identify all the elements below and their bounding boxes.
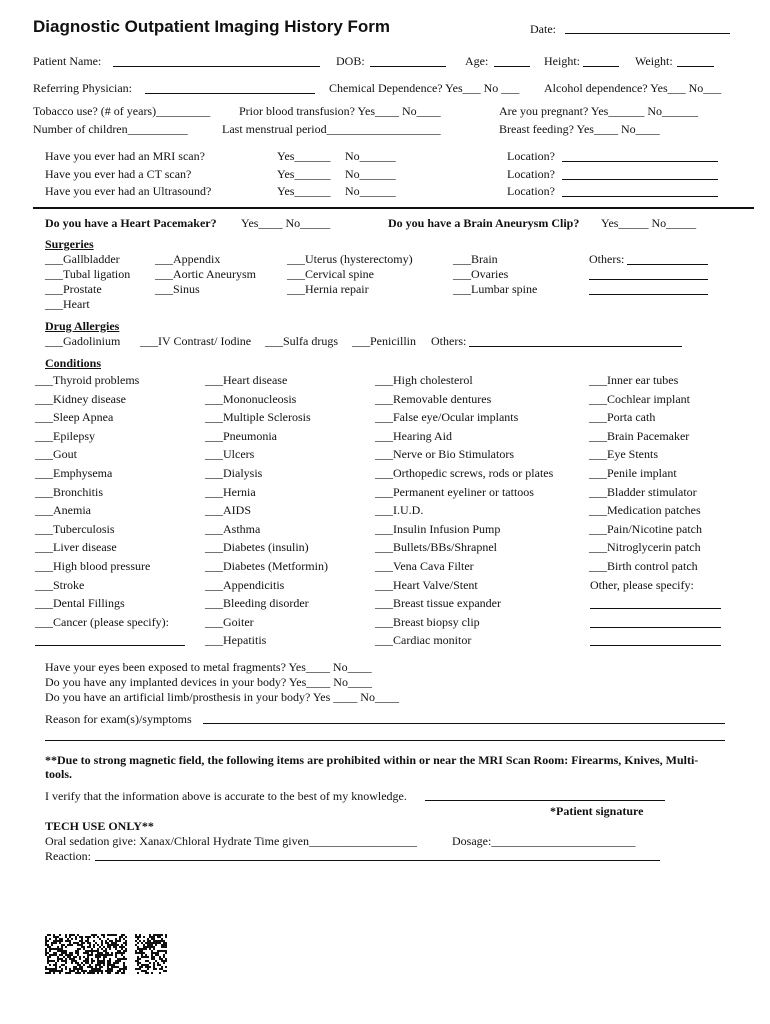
reason-field[interactable] (203, 723, 725, 724)
magnetic-warning: **Due to strong magnetic field, the following items are prohibited within or near the MRI Scan Room: Firearms, Knives, Multi- (45, 753, 699, 767)
pacemaker-question: Do you have a Heart Pacemaker? (45, 216, 217, 230)
drug-allergies-heading: Drug Allergies (45, 319, 120, 333)
condition-item[interactable]: ___Nerve or Bio Stimulators (375, 447, 514, 461)
condition-item[interactable]: ___Removable dentures (375, 392, 492, 406)
surgery-item[interactable]: ___Sinus (155, 282, 200, 296)
surgery-item[interactable]: ___Heart (45, 297, 90, 311)
surgery-item[interactable]: ___Gallbladder (45, 252, 120, 266)
condition-item[interactable]: ___Breast biopsy clip (375, 615, 480, 629)
condition-item[interactable]: ___Eye Stents (589, 447, 658, 461)
surgery-others-field[interactable] (589, 279, 708, 280)
condition-item[interactable]: ___Bronchitis (35, 485, 103, 499)
magnetic-warning-cont: tools. (45, 767, 72, 781)
surgery-item[interactable]: ___Cervical spine (287, 267, 374, 281)
condition-item[interactable]: ___Hernia (205, 485, 256, 499)
condition-item[interactable]: ___Appendicitis (205, 578, 285, 592)
referring-physician-label: Referring Physician: (33, 81, 132, 95)
condition-item[interactable]: ___Mononucleosis (205, 392, 297, 406)
allergy-item[interactable]: ___IV Contrast/ Iodine (140, 334, 252, 348)
other-specify-field[interactable] (590, 645, 721, 646)
condition-item[interactable]: ___Hepatitis (205, 633, 267, 647)
tech-use-heading: TECH USE ONLY** (45, 819, 154, 833)
mri-question: Have you ever had an MRI scan? (45, 149, 205, 163)
surgery-item[interactable]: ___Uterus (hysterectomy) (287, 252, 413, 266)
condition-item[interactable]: ___Orthopedic screws, rods or plates (375, 466, 554, 480)
other-specify-label: Other, please specify: (590, 578, 694, 592)
condition-item[interactable]: ___Asthma (205, 522, 261, 536)
condition-item[interactable]: ___Cochlear implant (589, 392, 690, 406)
surgery-others-field[interactable] (627, 264, 708, 265)
condition-item[interactable]: ___Bladder stimulator (589, 485, 697, 499)
conditions-heading: Conditions (45, 356, 102, 370)
surgery-others-label: Others: (589, 252, 625, 266)
pacemaker-answer[interactable]: Yes____ No_____ (241, 216, 331, 230)
condition-item[interactable]: ___Goiter (205, 615, 254, 629)
condition-item[interactable]: ___Nitroglycerin patch (589, 540, 701, 554)
condition-item[interactable]: ___Brain Pacemaker (589, 429, 690, 443)
pregnant-question[interactable]: Are you pregnant? Yes______ No______ (499, 104, 698, 118)
condition-item[interactable]: ___Heart disease (205, 373, 288, 387)
condition-item[interactable]: ___Kidney disease (35, 392, 126, 406)
dob-field[interactable] (370, 66, 446, 67)
condition-item[interactable]: ___Pain/Nicotine patch (589, 522, 702, 536)
ultrasound-yes[interactable]: Yes______ (277, 184, 331, 198)
surgery-item[interactable]: ___Aortic Aneurysm (155, 267, 256, 281)
aneurysm-question: Do you have a Brain Aneurysm Clip? (388, 216, 580, 230)
weight-label: Weight: (635, 54, 673, 68)
condition-item[interactable]: ___Gout (35, 447, 77, 461)
condition-item[interactable]: ___Bleeding disorder (205, 596, 309, 610)
height-field[interactable] (583, 66, 619, 67)
surgery-item[interactable]: ___Brain (453, 252, 498, 266)
height-label: Height: (544, 54, 580, 68)
condition-item[interactable]: ___Birth control patch (589, 559, 698, 573)
mri-yes[interactable]: Yes______ (277, 149, 331, 163)
breast-feeding[interactable]: Breast feeding? Yes____ No____ (499, 122, 660, 136)
ct-yes[interactable]: Yes______ (277, 167, 331, 181)
condition-item[interactable]: ___Bullets/BBs/Shrapnel (375, 540, 498, 554)
tobacco-use[interactable]: Tobacco use? (# of years)_________ (33, 104, 211, 118)
condition-item[interactable]: ___Porta cath (589, 410, 656, 424)
condition-item[interactable]: ___Stroke (35, 578, 85, 592)
condition-item[interactable]: ___Vena Cava Filter (375, 559, 474, 573)
condition-item[interactable]: ___Anemia (35, 503, 91, 517)
weight-field[interactable] (677, 66, 714, 67)
other-specify-field[interactable] (590, 608, 721, 609)
patient-name-label: Patient Name: (33, 54, 102, 68)
condition-item[interactable]: ___Heart Valve/Stent (375, 578, 478, 592)
reason-label: Reason for exam(s)/symptoms (45, 712, 192, 726)
mri-location-field[interactable] (562, 161, 718, 162)
metal-fragments-question[interactable]: Have your eyes been exposed to metal fragments? Yes____ No____ (45, 660, 372, 674)
condition-item[interactable]: ___Dental Fillings (35, 596, 125, 610)
implanted-devices-question[interactable]: Do you have any implanted devices in your body? Yes____ No____ (45, 675, 372, 689)
aneurysm-answer[interactable]: Yes_____ No_____ (601, 216, 697, 230)
condition-item[interactable]: ___Emphysema (35, 466, 113, 480)
dob-label: DOB: (336, 54, 365, 68)
reaction-label: Reaction: (45, 849, 91, 863)
chemical-dependence[interactable]: Chemical Dependence? Yes___ No ___ (329, 81, 520, 95)
verify-statement: I verify that the information above is accurate to the best of my knowledge. (45, 789, 407, 803)
age-field[interactable] (494, 66, 530, 67)
condition-item[interactable]: ___High blood pressure (35, 559, 151, 573)
condition-item[interactable]: ___Liver disease (35, 540, 117, 554)
surgery-item[interactable]: ___Prostate (45, 282, 102, 296)
mri-location-label: Location? (507, 149, 555, 163)
referring-physician-field[interactable] (145, 93, 315, 94)
patient-name-field[interactable] (113, 66, 320, 67)
age-label: Age: (465, 54, 489, 68)
ct-location-field[interactable] (562, 179, 718, 180)
other-specify-field[interactable] (590, 627, 721, 628)
number-of-children[interactable]: Number of children__________ (33, 122, 188, 136)
allergy-others-label: Others: (431, 334, 467, 348)
condition-item[interactable]: ___Thyroid problems (35, 373, 140, 387)
dosage[interactable]: Dosage:________________________ (452, 834, 636, 848)
section-divider (33, 207, 754, 209)
allergy-item[interactable]: ___Sulfa drugs (265, 334, 338, 348)
allergy-item[interactable]: ___Penicillin (352, 334, 416, 348)
blood-transfusion[interactable]: Prior blood transfusion? Yes____ No____ (239, 104, 441, 118)
alcohol-dependence[interactable]: Alcohol dependence? Yes___ No___ (544, 81, 722, 95)
surgeries-heading: Surgeries (45, 237, 94, 251)
ct-no[interactable]: No______ (345, 167, 396, 181)
condition-item[interactable]: ___Diabetes (insulin) (205, 540, 309, 554)
ultrasound-location-field[interactable] (562, 196, 718, 197)
cancer-specify-field[interactable] (35, 645, 185, 646)
surgery-item[interactable]: ___Hernia repair (287, 282, 369, 296)
condition-item[interactable]: ___Dialysis (205, 466, 263, 480)
signature-label: *Patient signature (550, 804, 644, 818)
ultrasound-no[interactable]: No______ (345, 184, 396, 198)
condition-item[interactable]: ___Permanent eyeliner or tattoos (375, 485, 534, 499)
condition-item[interactable]: ___Epilepsy (35, 429, 95, 443)
surgery-others-field[interactable] (589, 294, 708, 295)
ct-location-label: Location? (507, 167, 555, 181)
surgery-item[interactable]: ___Ovaries (453, 267, 509, 281)
ultrasound-question: Have you ever had an Ultrasound? (45, 184, 212, 198)
condition-item[interactable]: ___Inner ear tubes (589, 373, 679, 387)
ct-question: Have you ever had a CT scan? (45, 167, 192, 181)
reaction-field[interactable] (95, 860, 660, 861)
condition-item[interactable]: ___I.U.D. (375, 503, 424, 517)
condition-item[interactable]: ___AIDS (205, 503, 252, 517)
prosthesis-question[interactable]: Do you have an artificial limb/prosthesis in your body? Yes ____ No____ (45, 690, 399, 704)
date-field[interactable] (565, 33, 730, 34)
surgery-item[interactable]: ___Lumbar spine (453, 282, 538, 296)
condition-item[interactable]: ___Hearing Aid (375, 429, 452, 443)
surgery-item[interactable]: ___Tubal ligation (45, 267, 131, 281)
surgery-item[interactable]: ___Appendix (155, 252, 221, 266)
condition-item[interactable]: ___Sleep Apnea (35, 410, 114, 424)
mri-no[interactable]: No______ (345, 149, 396, 163)
allergy-item[interactable]: ___Gadolinium (45, 334, 121, 348)
date-label: Date: (530, 22, 556, 36)
ultrasound-location-label: Location? (507, 184, 555, 198)
condition-item[interactable]: ___Diabetes (Metformin) (205, 559, 328, 573)
condition-item[interactable]: ___False eye/Ocular implants (375, 410, 519, 424)
signature-field[interactable] (425, 800, 665, 801)
condition-item[interactable]: ___High cholesterol (375, 373, 473, 387)
form-title: Diagnostic Outpatient Imaging History Form (33, 17, 391, 36)
condition-item[interactable]: ___Tuberculosis (35, 522, 115, 536)
condition-item[interactable]: ___Medication patches (589, 503, 701, 517)
reason-field[interactable] (45, 740, 725, 741)
barcode (45, 934, 175, 974)
condition-item[interactable]: ___Breast tissue expander (375, 596, 501, 610)
condition-item[interactable]: ___Pneumonia (205, 429, 277, 443)
condition-item[interactable]: ___Insulin Infusion Pump (375, 522, 501, 536)
oral-sedation[interactable]: Oral sedation give: Xanax/Chloral Hydrate Time given__________________ (45, 834, 417, 848)
condition-item[interactable]: ___Cardiac monitor (375, 633, 472, 647)
condition-item[interactable]: ___Ulcers (205, 447, 255, 461)
last-menstrual-period[interactable]: Last menstrual period___________________ (222, 122, 441, 136)
condition-item[interactable]: ___Penile implant (589, 466, 677, 480)
condition-item[interactable]: ___Multiple Sclerosis (205, 410, 311, 424)
condition-item[interactable]: ___Cancer (please specify): (35, 615, 169, 629)
allergy-others-field[interactable] (469, 346, 682, 347)
